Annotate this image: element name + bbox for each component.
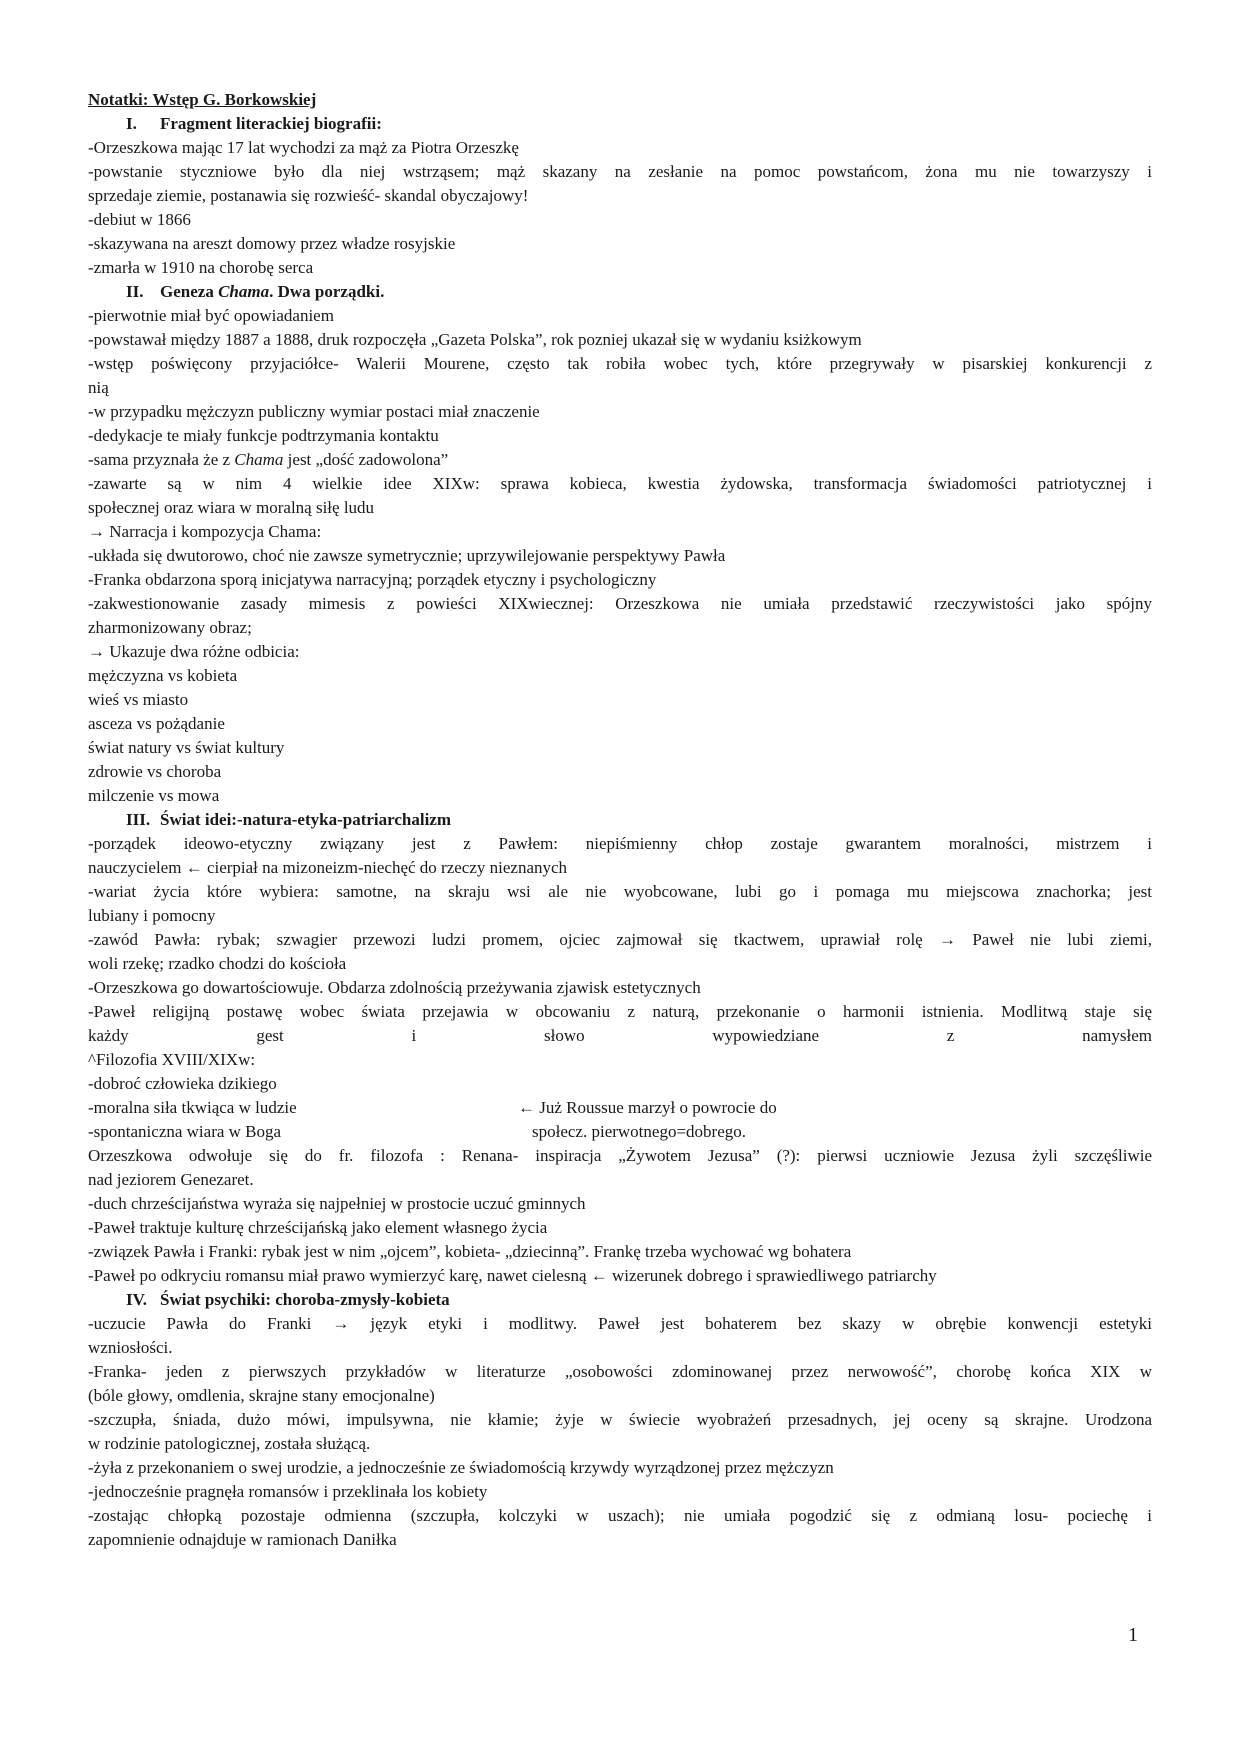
- text-line: (bóle głowy, omdlenia, skrajne stany emocjonalne): [88, 1386, 435, 1405]
- text-line: zharmonizowany obraz;: [88, 618, 252, 637]
- text-line: -Paweł religijną postawę wobec świata przejawia w obcowaniu z naturą, przekonanie o harmonii istnienia. Modlitwą staje się: [88, 1002, 1152, 1021]
- section-2-title-a: Geneza: [160, 282, 219, 301]
- text-line: -pierwotnie miał być opowiadaniem: [88, 306, 334, 325]
- section-2-number: II.: [126, 282, 144, 301]
- contrast-pair: wieś vs miasto: [88, 690, 189, 709]
- text-line: -porządek ideowo-etyczny związany jest z Pawłem: niepiśmienny chłop zostaje gwarantem moralności, mistrzem i: [88, 834, 1152, 853]
- text-line: -dedykacje te miały funkcje podtrzymania kontaktu: [88, 426, 439, 445]
- section-2-title-b: Chama: [218, 282, 270, 301]
- text-line: -powstawał między 1887 a 1888, druk rozpoczęła „Gazeta Polska”, rok pozniej ukazał się w wydaniu ksiżkowym: [88, 330, 862, 349]
- text-line: -zawód Pawła: rybak; szwagier przewozi ludzi promem, ojciec zajmował się tkactwem, uprawiał rolę → Paweł nie lubi ziemi,: [88, 930, 1152, 949]
- text-line: -zakwestionowanie zasady mimesis z powieści XIXwiecznej: Orzeszkowa nie umiała przedstawić rzeczywistości jako spójny: [88, 594, 1152, 613]
- section-1-heading: [88, 112, 1152, 136]
- text-line: Orzeszkowa odwołuje się do fr. filozofa : Renana- inspiracja „Żywotem Jezusa” (?): pierwsi uczniowie Jezusa żyli szczęśliwie: [88, 1146, 1152, 1165]
- text-line: lubiany i pomocny: [88, 906, 216, 925]
- text-line: -uczucie Pawła do Franki → język etyki i modlitwy. Paweł jest bohaterem bez skazy w obrębie konwencji estetyki: [88, 1314, 1152, 1333]
- text-line: zapomnienie odnajduje w ramionach Daniłka: [88, 1530, 397, 1549]
- contrast-pair: mężczyzna vs kobieta: [88, 666, 238, 685]
- section-1-title: Fragment literackiej biografii:: [160, 114, 382, 133]
- section-3-title: Świat idei:-natura-etyka-patriarchalizm: [160, 810, 452, 829]
- document-page: [88, 88, 1152, 1552]
- section-2-heading: [88, 280, 1152, 304]
- text-line: -Orzeszkowa go dowartościowuje. Obdarza zdolnością przeżywania zjawisk estetycznych: [88, 978, 701, 997]
- section-4-heading: [88, 1288, 1152, 1312]
- text-line: wzniosłości.: [88, 1338, 173, 1357]
- text-line: nad jeziorem Genezaret.: [88, 1170, 254, 1189]
- text-line: -debiut w 1866: [88, 210, 191, 229]
- text-line: -wariat życia które wybiera: samotne, na skraju wsi ale nie wyobcowane, lubi go i pomaga mu miejscowa znachorka; jest: [88, 882, 1152, 901]
- text-line: -w przypadku mężczyzn publiczny wymiar postaci miał znaczenie: [88, 402, 540, 421]
- section-2-title-c: . Dwa porządki.: [269, 282, 385, 301]
- text-line: -skazywana na areszt domowy przez władze rosyjskie: [88, 234, 456, 253]
- text-line: każdy gest i słowo wypowiedziane z namysłem: [88, 1026, 1152, 1045]
- text-line: -zawarte są w nim 4 wielkie idee XIXw: sprawa kobieca, kwestia żydowska, transformacja świadomości patriotycznej i: [88, 474, 1152, 493]
- text-fragment: -sama przyznała że z: [88, 450, 235, 469]
- text-line: [88, 1120, 1152, 1144]
- text-line: -wstęp poświęcony przyjaciółce- Walerii Mourene, często tak robiła wobec tych, które przegrywały w pisarskiej konkurencji z: [88, 354, 1152, 373]
- text-line: nauczycielem ← cierpiał na mizoneizm-niechęć do rzeczy nieznanych: [88, 858, 568, 877]
- text-line: -układa się dwutorowo, choć nie zawsze symetrycznie; uprzywilejowanie perspektywy Pawła: [88, 546, 726, 565]
- text-line: -szczupła, śniada, dużo mówi, impulsywna, nie kłamie; żyje w świecie wyobrażeń przesadnych, jej oceny są skrajne. Urodzona: [88, 1410, 1152, 1429]
- text-line: [88, 1096, 1152, 1120]
- text-fragment: -spontaniczna wiara w Boga: [88, 1122, 282, 1141]
- page-number: 1: [1128, 1624, 1138, 1646]
- section-3-number: III.: [126, 810, 151, 829]
- section-1-number: I.: [126, 114, 137, 133]
- text-line: -Franka- jeden z pierwszych przykładów w literaturze „osobowości zdominowanej przez nerwowość”, chorobę końca XIX w: [88, 1362, 1152, 1381]
- text-line: -zostając chłopką pozostaje odmienna (szczupła, kolczyki w uszach); nie umiała pogodzić się z odmianą losu- pociechę i: [88, 1506, 1152, 1525]
- text-fragment: -moralna siła tkwiąca w ludzie: [88, 1098, 297, 1117]
- text-line: -żyła z przekonaniem o swej urodzie, a jednocześnie ze świadomością krzywdy wyrządzonej przez mężczyzn: [88, 1458, 834, 1477]
- side-note: ← Już Roussue marzył o powrocie do: [518, 1098, 777, 1117]
- document-title: Notatki: Wstęp G. Borkowskiej: [88, 90, 317, 109]
- text-line: → Narracja i kompozycja Chama:: [88, 522, 322, 541]
- text-line: w rodzinie patologicznej, została służącą.: [88, 1434, 371, 1453]
- text-line: → Ukazuje dwa różne odbicia:: [88, 642, 300, 661]
- text-line: -zmarła w 1910 na chorobę serca: [88, 258, 314, 277]
- text-line: sprzedaje ziemie, postanawia się rozwieść- skandal obyczajowy!: [88, 186, 529, 205]
- text-line: -dobroć człowieka dzikiego: [88, 1074, 277, 1093]
- text-line: -Paweł traktuje kulturę chrześcijańską jako element własnego życia: [88, 1218, 548, 1237]
- text-line: -duch chrześcijaństwa wyraża się najpełniej w prostocie uczuć gminnych: [88, 1194, 586, 1213]
- side-note: społecz. pierwotnego=dobrego.: [532, 1122, 746, 1141]
- text-line: ^Filozofia XVIII/XIXw:: [88, 1050, 256, 1069]
- text-line: -Orzeszkowa mając 17 lat wychodzi za mąż za Piotra Orzeszkę: [88, 138, 519, 157]
- section-4-number: IV.: [126, 1290, 147, 1309]
- text-line: nią: [88, 378, 109, 397]
- title-italic: Chama: [234, 450, 284, 469]
- text-line: -powstanie styczniowe było dla niej wstrząsem; mąż skazany na zesłanie na pomoc powstańcom, żona mu nie towarzyszy i: [88, 162, 1152, 181]
- contrast-pair: świat natury vs świat kultury: [88, 738, 285, 757]
- text-line: woli rzekę; rzadko chodzi do kościoła: [88, 954, 347, 973]
- text-line: społecznej oraz wiara w moralną siłę ludu: [88, 498, 375, 517]
- text-fragment: jest „dość zadowolona”: [283, 450, 449, 469]
- contrast-pair: asceza vs pożądanie: [88, 714, 225, 733]
- text-line: -Franka obdarzona sporą inicjatywa narracyjną; porządek etyczny i psychologiczny: [88, 570, 657, 589]
- section-4-title: Świat psychiki: choroba-zmysły-kobieta: [160, 1290, 450, 1309]
- contrast-pair: zdrowie vs choroba: [88, 762, 222, 781]
- text-line: -jednocześnie pragnęła romansów i przeklinała los kobiety: [88, 1482, 488, 1501]
- text-line: -związek Pawła i Franki: rybak jest w nim „ojcem”, kobieta- „dziecinną”. Frankę trzeba wychować wg bohatera: [88, 1242, 852, 1261]
- text-line: -Paweł po odkryciu romansu miał prawo wymierzyć karę, nawet cielesną ← wizerunek dobrego i sprawiedliwego patriarchy: [88, 1266, 937, 1285]
- contrast-pair: milczenie vs mowa: [88, 786, 220, 805]
- section-3-heading: [88, 808, 1152, 832]
- text-line: [88, 448, 1152, 472]
